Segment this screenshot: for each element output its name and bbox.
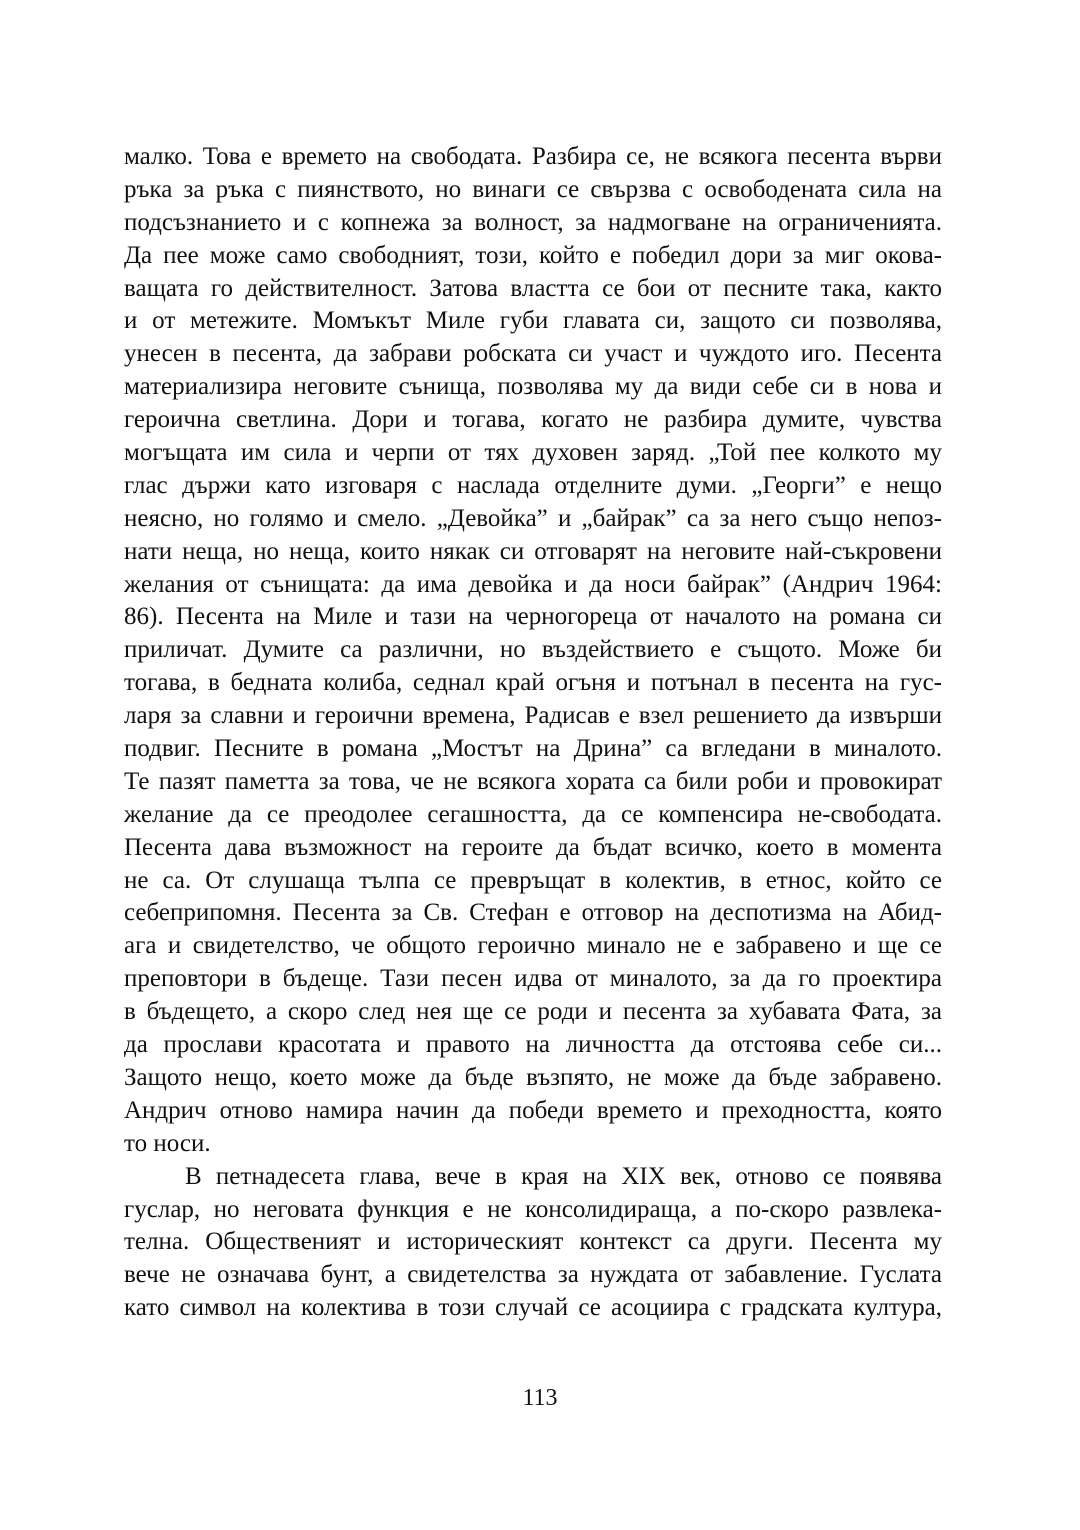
text-line: в бъдещето, а скоро след нея ще се роди и песента за хубавата Фата, за — [124, 998, 942, 1026]
text-line: нати неща, но неща, които някак си отговарят на неговите най-съкровени — [124, 537, 942, 565]
text-line: 86). Песента на Миле и тази на черногореца от началото на романа си — [124, 603, 942, 631]
text-line: и от метежите. Момъкът Миле губи главата си, защото си позволява, — [124, 307, 942, 335]
text-line: приличат. Думите са различни, но въздействието е същото. Може би — [124, 636, 942, 664]
text-line: желания от сънищата: да има девойка и да носи байрак” (Андрич 1964: — [124, 570, 942, 598]
paragraph-end-line: то носи. — [124, 1129, 211, 1157]
text-line: себеприпомня. Песента за Св. Стефан е отговор на деспотизма на Абид- — [124, 899, 942, 927]
text-line: телна. Общественият и историческият контекст са други. Песента му — [124, 1228, 942, 1256]
text-line: да прослави красотата и правото на личността да отстоява себе си... — [124, 1031, 942, 1059]
text-line: подвиг. Песните в романа „Мостът на Дрина” са вгледани в миналото. — [124, 735, 942, 763]
text-line: вече не означава бунт, а свидетелства за нуждата от забавление. Гуслата — [124, 1261, 942, 1289]
text-line: преповтори в бъдеще. Тази песен идва от миналото, за да го проектира — [124, 965, 942, 993]
text-line: подсъзнанието и с копнежа за волност, за надмогване на ограниченията. — [124, 208, 942, 236]
text-line: желание да се преодолее сегашността, да се компенсира не-свободата. — [124, 800, 942, 828]
text-line: материализира неговите сънища, позволява му да види себе си в нова и — [124, 373, 942, 401]
text-line: героична светлина. Дори и тогава, когато не разбира думите, чувства — [124, 406, 942, 434]
text-line: като символ на колектива в този случай се асоциира с градската култура, — [124, 1294, 942, 1322]
text-line: не са. От слушаща тълпа се превръщат в колектив, в етнос, който се — [124, 866, 942, 894]
text-line: Андрич отново намира начин да победи времето и преходността, която — [124, 1096, 942, 1124]
text-line: неясно, но голямо и смело. „Девойка” и „байрак” са за него също непоз- — [124, 504, 942, 532]
text-line: ларя за славни и героични времена, Радисав е взел решението да извърши — [124, 702, 942, 730]
text-line: тогава, в бедната колиба, седнал край огъня и потънал в песента на гус- — [124, 669, 942, 697]
text-line: ръка за ръка с пиянството, но винаги се свързва с освободената сила на — [124, 175, 942, 203]
text-line: Те пазят паметта за това, че не всякога хората са били роби и провокират — [124, 767, 942, 795]
text-line: Защото нещо, което може да бъде възпято, не може да бъде забравено. — [124, 1063, 942, 1091]
text-line: Да пее може само свободният, този, който е победил дори за миг окова- — [124, 241, 942, 269]
body-text — [124, 141, 942, 1325]
text-line: гуслар, но неговата функция е не консолидираща, а по-скоро развлека- — [124, 1195, 942, 1223]
text-line: унесен в песента, да забрави робската си участ и чуждото иго. Песента — [124, 340, 942, 368]
paragraph-start-line: В петнадесета глава, вече в края на XIX век, отново се появява — [185, 1162, 942, 1190]
page-number: 113 — [522, 1385, 558, 1411]
text-line: ага и свидетелство, че общото героично минало не е забравено и ще се — [124, 932, 942, 960]
text-line: малко. Това е времето на свободата. Разбира се, не всякога песента върви — [124, 143, 942, 170]
text-line: могъщата им сила и черпи от тях духовен заряд. „Той пее колкото му — [124, 439, 942, 467]
text-line: глас държи като изговаря с наслада отделните думи. „Георги” е нещо — [124, 471, 942, 499]
text-line: Песента дава възможност на героите да бъдат всичко, което в момента — [124, 833, 942, 861]
text-line: ващата го действителност. Затова властта се бои от песните така, както — [124, 274, 942, 302]
